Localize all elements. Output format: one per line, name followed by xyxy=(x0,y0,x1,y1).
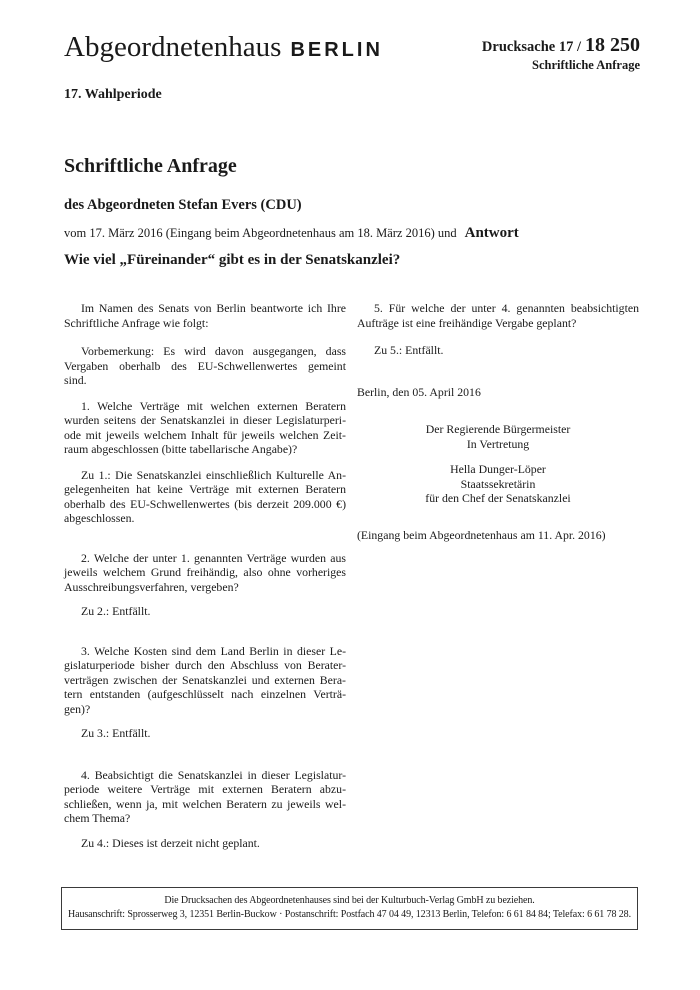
text-line: 2. Welche der unter 1. genannten Verträge wurden aus xyxy=(81,550,346,565)
text-line: (Eingang beim Abgeordnetenhaus am 11. Apr. 2016) xyxy=(357,527,606,542)
logo-city-text: BERLIN xyxy=(290,39,383,61)
text-line: schließen, wenn ja, mit welchen Beratern zu jeweils wel- xyxy=(64,796,346,811)
text-line: 3. Welche Kosten sind dem Land Berlin in dieser Le- xyxy=(81,643,346,658)
text-line: chem Thema? xyxy=(64,811,131,825)
drucksache-line xyxy=(482,34,640,56)
drucksache-label: Drucksache 17 / xyxy=(481,39,581,55)
answer-4 xyxy=(64,836,346,851)
document-type-label: Schriftliche Anfrage xyxy=(532,58,640,72)
text-line: Vergaben oberhalb des EU-Schwellenwertes gemeint xyxy=(64,358,346,373)
legislative-period: 17. Wahlperiode xyxy=(64,87,162,102)
question-4 xyxy=(64,768,346,826)
answer-label: Antwort xyxy=(464,225,519,241)
text-line: gelegenheiten hat keine Verträge mit externen Beratern xyxy=(64,482,346,496)
text-line: Zu 3.: Entfällt. xyxy=(81,726,151,740)
text-line: Ausschreibungsverfahren, vergeben? xyxy=(64,579,239,594)
text-line: raum abgeschlossen (bitte tabellarische Angabe)? xyxy=(64,442,298,456)
parliament-logo xyxy=(64,33,383,62)
drucksache-number: 18 250 xyxy=(585,34,640,56)
document-reference xyxy=(482,34,640,73)
imprint-line-2: Hausanschrift: Sprosserweg 3, 12351 Berlin-Buckow · Postanschrift: Postfach 47 04 49, 12313 Berlin, Telefon: 6 61 84 84; Telefax: 6 61 78 28. xyxy=(68,909,631,920)
signature-role-block xyxy=(357,422,639,451)
date-text: vom 17. März 2016 (Eingang beim Abgeordnetenhaus am 18. März 2016) und xyxy=(64,226,457,240)
text-line: periode weitere Verträge mit externen Beratern abzu- xyxy=(64,782,346,796)
logo-institution-text: Abgeordnetenhaus xyxy=(64,31,282,63)
imprint-line-1: Die Drucksachen des Abgeordnetenhauses sind bei der Kulturbuch-Verlag GmbH zu beziehen. xyxy=(164,895,535,906)
text-line: gen)? xyxy=(64,701,91,716)
column-right xyxy=(357,301,639,850)
text-line: Hella Dunger-Löper xyxy=(450,462,546,476)
answer-5 xyxy=(357,343,639,358)
imprint-box xyxy=(61,887,638,930)
receipt-note xyxy=(357,528,639,543)
page-title: Schriftliche Anfrage xyxy=(64,155,237,177)
question-5 xyxy=(357,301,639,330)
text-line: jeweils welchem Grund freihändig, also ohne vorheriges xyxy=(64,565,346,579)
subject-line: Wie viel „Füreinander“ gibt es in der Senatskanzlei? xyxy=(64,252,401,268)
body-columns xyxy=(64,301,639,850)
answer-3 xyxy=(64,726,346,741)
text-line: Aufträge ist eine freihändige Vergabe geplant? xyxy=(357,315,577,330)
intro-paragraph xyxy=(64,301,346,330)
text-line: wurden seitens der Senatskanzlei in dieser Legislaturperi- xyxy=(64,413,346,427)
text-line: 4. Beabsichtigt die Senatskanzlei in dieser Legislatur- xyxy=(81,767,346,782)
question-3 xyxy=(64,644,346,717)
text-line: Vorbemerkung: Es wird davon ausgegangen, dass xyxy=(81,344,346,358)
question-1 xyxy=(64,399,346,457)
date-place-line xyxy=(357,385,639,400)
text-line: tern entstanden (aufgeschlüsselt nach einzelnen Verträ- xyxy=(64,687,346,701)
text-line: Berlin, den 05. April 2016 xyxy=(357,384,481,399)
text-line: für den Chef der Senatskanzlei xyxy=(425,491,571,505)
author-line: des Abgeordneten Stefan Evers (CDU) xyxy=(64,197,302,213)
text-line: Zu 1.: Die Senatskanzlei einschließlich Kulturelle An- xyxy=(81,467,346,482)
text-line: abgeschlossen. xyxy=(64,511,135,525)
date-answer-line xyxy=(64,225,519,242)
text-line: 5. Für welche der unter 4. genannten beabsichtigten xyxy=(374,301,639,315)
text-line: ode mit jeweils welchem Inhalt für jeweils welchen Zeit- xyxy=(64,427,346,442)
answer-2 xyxy=(64,604,346,619)
text-line: Zu 5.: Entfällt. xyxy=(374,343,444,357)
text-line: oberhalb des EU-Schwellenwertes (bis derzeit 209.000 €) xyxy=(64,496,346,511)
text-line: gislaturperiode bisher durch den Abschluss von Berater- xyxy=(64,658,346,672)
text-line: verträgen zwischen der Senatskanzlei und externen Bera- xyxy=(64,672,346,687)
preliminary-note xyxy=(64,344,346,388)
column-left xyxy=(64,301,346,850)
question-2 xyxy=(64,551,346,595)
text-line: Schriftliche Anfrage wie folgt: xyxy=(64,315,209,330)
text-line: Staatssekretärin xyxy=(460,476,536,491)
text-line: Im Namen des Senats von Berlin beantworte ich Ihre xyxy=(81,301,346,315)
text-line: In Vertretung xyxy=(466,436,530,451)
signature-person-block xyxy=(357,462,639,506)
text-line: 1. Welche Verträge mit welchen externen Beratern xyxy=(81,398,346,413)
text-line: Zu 2.: Entfällt. xyxy=(81,604,151,618)
text-line: sind. xyxy=(64,373,87,387)
text-line: Der Regierende Bürgermeister xyxy=(425,422,571,436)
text-line: Zu 4.: Dieses ist derzeit nicht geplant. xyxy=(81,835,260,850)
answer-1 xyxy=(64,468,346,526)
